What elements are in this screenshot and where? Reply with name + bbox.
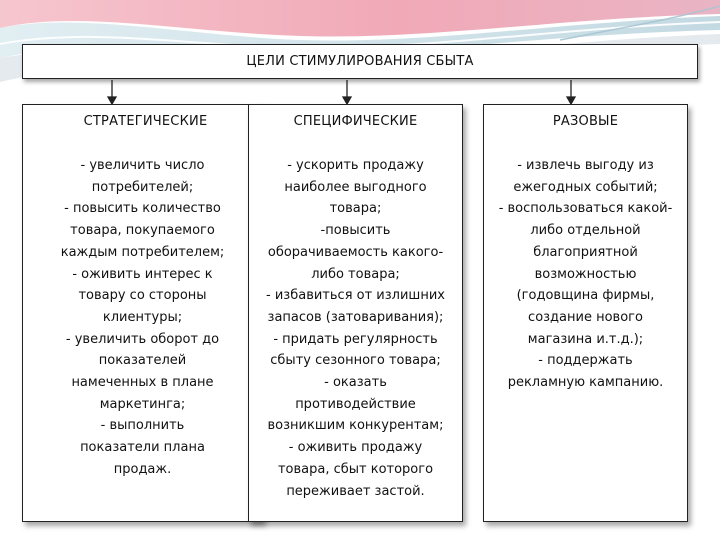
list-item: товара; (329, 201, 382, 217)
list-item: - воспользоваться какой- (498, 201, 673, 217)
list-item: магазина и.т.д.); (527, 331, 644, 347)
list-item: каждым потребителем; (60, 244, 225, 260)
column-heading-specific: СПЕЦИФИЧЕСКИЕ (293, 114, 418, 129)
list-item: маркетинга; (99, 396, 186, 412)
column-list-one-time (488, 155, 683, 394)
list-item: потребителей; (91, 179, 194, 195)
column-strategic (22, 104, 263, 522)
list-item: намеченных в плане (71, 375, 214, 391)
list-item: (годовщина фирмы, (516, 288, 655, 304)
column-one-time (483, 104, 688, 522)
list-item: - увеличить число (80, 158, 205, 173)
list-item: - извлечь выгоду из (517, 158, 654, 173)
list-item: - выполнить (100, 418, 185, 434)
list-item: переживает застой. (286, 483, 425, 499)
list-item: - повысить количество (64, 201, 221, 217)
list-item: возможностью (534, 266, 637, 282)
list-item: клиентуры; (102, 309, 183, 325)
list-item: продаж. (113, 461, 172, 477)
list-item: - ускорить продажу (287, 158, 424, 173)
list-item: запасов (затоваривания); (267, 309, 444, 325)
list-item: - избавиться от излишних (266, 288, 445, 304)
column-list-strategic (27, 155, 258, 481)
list-item: возникшим конкурентам; (267, 418, 444, 434)
list-item: противодействие (295, 396, 416, 412)
list-item: наиболее выгодного (284, 179, 427, 195)
list-item: - поддержать (538, 353, 633, 369)
diagram-title: ЦЕЛИ СТИМУЛИРОВАНИЯ СБЫТА (246, 54, 474, 69)
diagram-title-box (22, 44, 698, 79)
list-item: показателей (98, 353, 187, 369)
list-item: -повысить (320, 223, 391, 239)
list-item: создание нового (528, 309, 643, 325)
list-item: сбыту сезонного товара; (270, 353, 441, 369)
list-item: товара, покупаемого (70, 223, 215, 239)
list-item: - увеличить оборот до (65, 331, 220, 347)
list-item: товару со стороны (78, 288, 207, 304)
column-specific (248, 104, 463, 522)
list-item: - оживить продажу (288, 440, 423, 456)
column-heading-one-time: РАЗОВЫЕ (552, 114, 619, 129)
list-item: рекламную кампанию. (507, 375, 664, 391)
list-item: либо товара; (311, 266, 400, 282)
column-heading-strategic: СТРАТЕГИЧЕСКИЕ (83, 114, 208, 129)
column-list-specific (253, 155, 458, 502)
list-item: благоприятной (533, 244, 638, 260)
list-item: ежегодных событий; (513, 179, 658, 195)
list-item: - придать регулярность (273, 331, 438, 347)
list-item: оборачиваемость какого- (267, 244, 444, 260)
list-item: - оказать (324, 375, 387, 391)
list-item: либо отдельной (530, 223, 641, 239)
list-item: показатели плана (80, 440, 205, 456)
list-item: - оживить интерес к (72, 266, 213, 282)
list-item: товара, сбыт которого (277, 461, 434, 477)
